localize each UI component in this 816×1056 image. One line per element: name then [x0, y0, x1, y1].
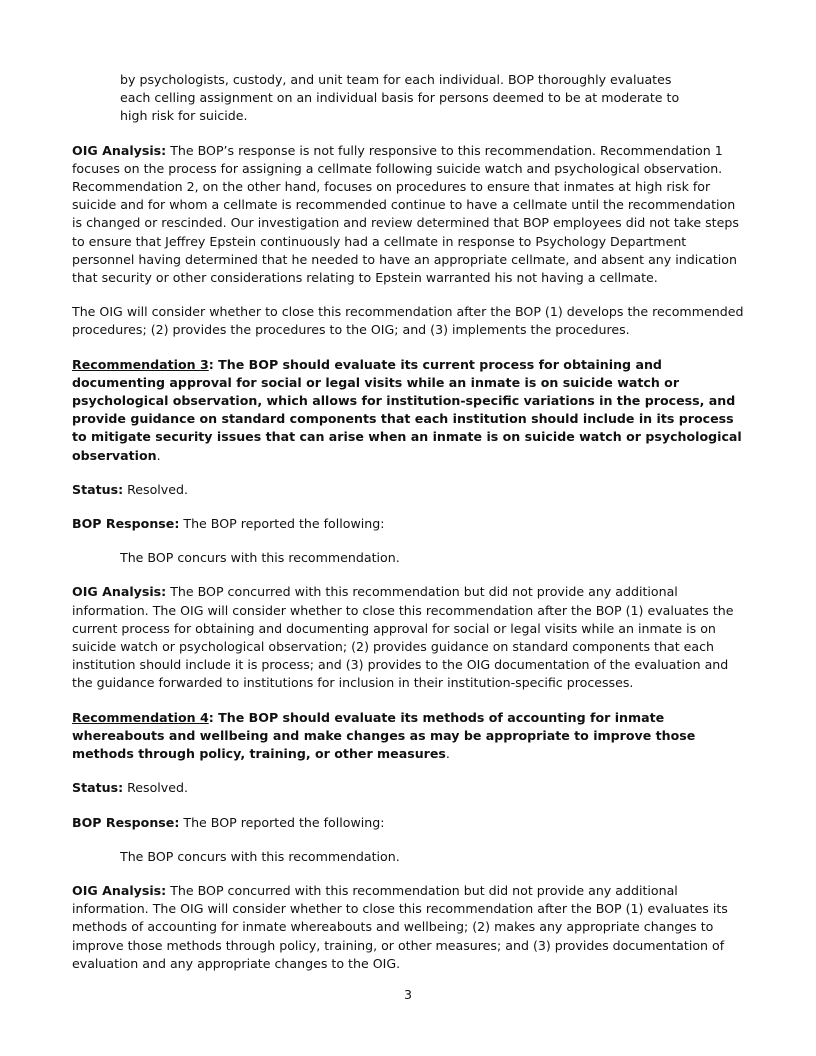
bop-response-label: BOP Response: [72, 814, 180, 830]
recommendation-4 [72, 709, 744, 764]
rec4-oig-analysis [72, 882, 744, 973]
recommendation-3-heading: Recommendation 3 [72, 356, 209, 372]
oig-analysis-text: The BOP concurred with this recommendation but did not provide any additional information. The OIG will consider whether to close this recommendation after the BOP (1) evaluates its methods of accounting for inmate whereabouts and wellbeing; (2) makes any appropriate changes to improve those methods through policy, training, or other measures; and (3) provides documentation of evaluation and any appropriate changes to the OIG. [72, 882, 728, 971]
recommendation-3 [72, 356, 744, 465]
recommendation-4-heading: Recommendation 4 [72, 709, 209, 725]
rec2-closing-paragraph: The OIG will consider whether to close this recommendation after the BOP (1) develops the recommended procedures; (2) provides the procedures to the OIG; and (3) implements the procedures. [72, 304, 744, 338]
status-value: Resolved. [123, 780, 189, 796]
oig-analysis-text: The BOP concurred with this recommendation but did not provide any additional information. The OIG will consider whether to close this recommendation after the BOP (1) evaluates the current process for obtaining and documenting approval for social or legal visits while an inmate is on suicide watch or psychological observation; (2) provides guidance on standard components that each institution should include it is process; and (3) provides to the OIG documentation of the evaluation and the guidance forwarded to institutions for inclusion in their institution-specific processes. [72, 584, 734, 691]
rec4-bop-response [72, 814, 744, 832]
recommendation-4-period: . [445, 746, 450, 762]
rec3-status [72, 481, 744, 499]
document-page [72, 71, 744, 989]
oig-analysis-label: OIG Analysis: [72, 142, 167, 158]
rec2-oig-analysis [72, 142, 744, 288]
bop-response-value: The BOP reported the following: [179, 814, 385, 830]
bop-response-label: BOP Response: [72, 516, 180, 532]
recommendation-4-text: : The BOP should evaluate its methods of accounting for inmate whereabouts and wellbeing and make changes as may be appropriate to improve those methods through policy, training, or other measures [72, 709, 696, 762]
bop-response-continuation: by psychologists, custody, and unit team for each individual. BOP thoroughly evaluates each celling assignment on an individual basis for persons deemed to be at moderate to high risk for suicide. [120, 72, 680, 124]
page-number: 3 [403, 987, 412, 1002]
rec4-bop-quote: The BOP concurs with this recommendation. [120, 848, 400, 864]
oig-analysis-text: The BOP’s response is not fully responsive to this recommendation. Recommendation 1 focuses on the process for assigning a cellmate following suicide watch and psychological observation. Recommendation 2, on the other hand, focuses on procedures to ensure that inmates at high risk for suicide and for whom a cellmate is recommended continue to have a cellmate until the recommendation is changed or rescinded. Our investigation and review determined that BOP employees did not take steps to ensure that Jeffrey Epstein continuously had a cellmate in response to Psychology Department personnel having determined that he needed to have an appropriate cellmate, and absent any indication that security or other considerations relating to Epstein warranted his not having a cellmate. [72, 142, 739, 286]
status-value: Resolved. [123, 481, 189, 497]
rec3-bop-response [72, 515, 744, 533]
rec4-status [72, 779, 744, 797]
rec3-bop-quote: The BOP concurs with this recommendation. [120, 550, 400, 566]
oig-analysis-label: OIG Analysis: [72, 584, 167, 600]
status-label: Status: [72, 780, 124, 796]
rec3-oig-analysis [72, 583, 744, 692]
bop-response-value: The BOP reported the following: [179, 516, 385, 532]
status-label: Status: [72, 481, 124, 497]
oig-analysis-label: OIG Analysis: [72, 882, 167, 898]
recommendation-3-period: . [156, 447, 161, 463]
recommendation-3-text: : The BOP should evaluate its current process for obtaining and documenting approval for social or legal visits while an inmate is on suicide watch or psychological observation, which allows for institution-specific variations in the process, and provide guidance on standard components that each institution should include in its process to mitigate security issues that can arise when an inmate is on suicide watch or psychological observation [72, 356, 742, 463]
